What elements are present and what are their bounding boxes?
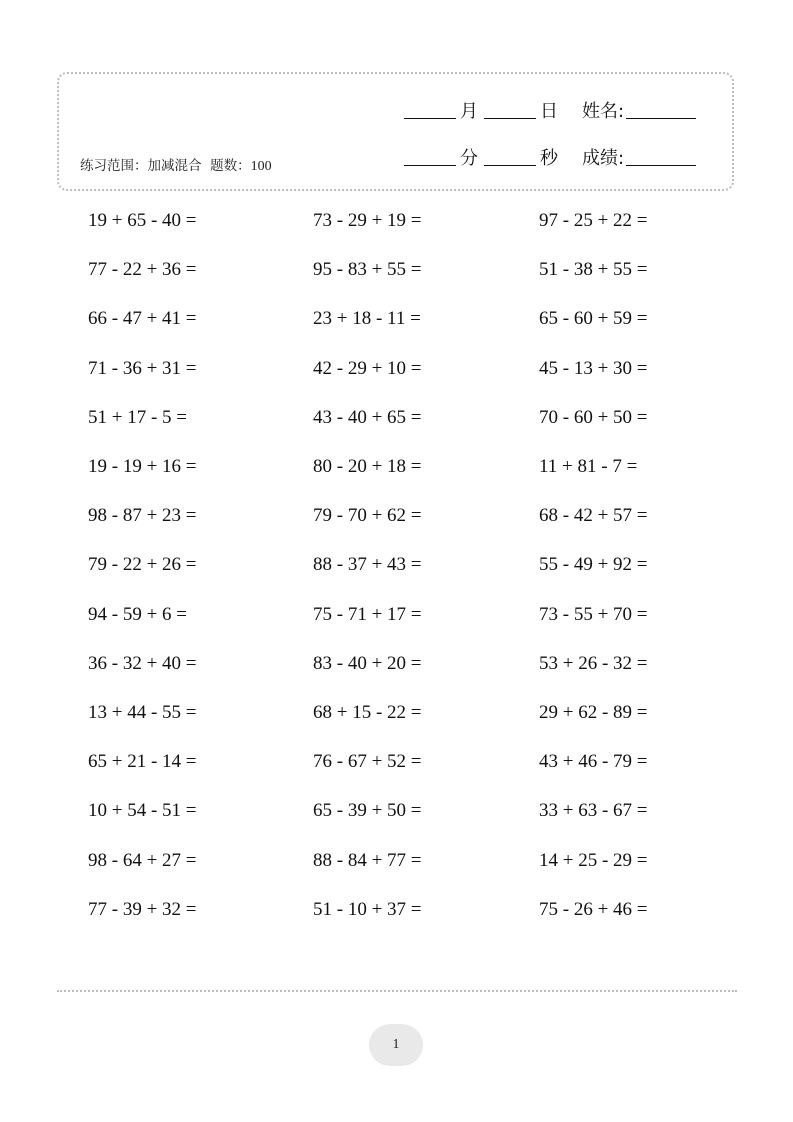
math-problem: 95 - 83 + 55 = [313, 259, 422, 280]
math-problem: 88 - 84 + 77 = [313, 850, 422, 871]
practice-range: 练习范围：加减混合 [80, 158, 202, 174]
math-problem: 11 + 81 - 7 = [539, 456, 638, 477]
math-problem: 77 - 39 + 32 = [88, 899, 197, 920]
day-label: 日 [540, 101, 558, 122]
math-problem: 97 - 25 + 22 = [539, 210, 648, 231]
math-problem: 42 - 29 + 10 = [313, 358, 422, 379]
time-score-row [404, 149, 696, 169]
worksheet-header [57, 72, 734, 191]
math-problem: 75 - 71 + 17 = [313, 604, 422, 625]
date-name-row [404, 102, 696, 122]
math-problem: 88 - 37 + 43 = [313, 554, 422, 575]
math-problem: 65 - 39 + 50 = [313, 800, 422, 821]
math-problem: 10 + 54 - 51 = [88, 800, 197, 821]
minute-blank[interactable] [404, 164, 456, 166]
math-problem: 65 + 21 - 14 = [88, 751, 197, 772]
math-problem: 98 - 64 + 27 = [88, 850, 197, 871]
math-problem: 83 - 40 + 20 = [313, 653, 422, 674]
math-problem: 51 - 10 + 37 = [313, 899, 422, 920]
math-problem: 75 - 26 + 46 = [539, 899, 648, 920]
month-blank[interactable] [404, 117, 456, 119]
math-problem: 29 + 62 - 89 = [539, 702, 648, 723]
math-problem: 51 + 17 - 5 = [88, 407, 188, 428]
day-blank[interactable] [484, 117, 536, 119]
math-problem: 55 - 49 + 92 = [539, 554, 648, 575]
question-count-label: 题数： [210, 158, 251, 174]
math-problem: 71 - 36 + 31 = [88, 358, 197, 379]
month-label: 月 [460, 101, 478, 122]
math-problem: 77 - 22 + 36 = [88, 259, 197, 280]
math-problem: 23 + 18 - 11 = [313, 308, 421, 329]
math-problem: 36 - 32 + 40 = [88, 653, 197, 674]
math-problem: 98 - 87 + 23 = [88, 505, 197, 526]
math-problem: 19 - 19 + 16 = [88, 456, 197, 477]
math-problem: 73 - 55 + 70 = [539, 604, 648, 625]
math-problem: 68 + 15 - 22 = [313, 702, 422, 723]
math-problem: 68 - 42 + 57 = [539, 505, 648, 526]
math-problem: 79 - 22 + 26 = [88, 554, 197, 575]
footer-divider [57, 990, 737, 992]
math-problem: 73 - 29 + 19 = [313, 210, 422, 231]
score-label: 成绩: [582, 148, 625, 169]
math-problem: 43 - 40 + 65 = [313, 407, 422, 428]
math-problem: 45 - 13 + 30 = [539, 358, 648, 379]
math-problem: 33 + 63 - 67 = [539, 800, 648, 821]
name-blank[interactable] [626, 117, 696, 119]
math-problem: 14 + 25 - 29 = [539, 850, 648, 871]
math-problem: 13 + 44 - 55 = [88, 702, 197, 723]
minute-label: 分 [460, 148, 478, 169]
math-problem: 76 - 67 + 52 = [313, 751, 422, 772]
math-problem: 65 - 60 + 59 = [539, 308, 648, 329]
math-problem: 19 + 65 - 40 = [88, 210, 197, 231]
math-problem: 51 - 38 + 55 = [539, 259, 648, 280]
question-count-value: 100 [250, 159, 272, 174]
name-label: 姓名: [582, 101, 625, 122]
score-blank[interactable] [626, 164, 696, 166]
practice-info [80, 154, 272, 175]
math-problem: 43 + 46 - 79 = [539, 751, 648, 772]
math-problem: 70 - 60 + 50 = [539, 407, 648, 428]
second-label: 秒 [540, 148, 558, 169]
page-number: 1 [369, 1024, 423, 1066]
math-problem: 53 + 26 - 32 = [539, 653, 648, 674]
math-problem: 79 - 70 + 62 = [313, 505, 422, 526]
math-problem: 80 - 20 + 18 = [313, 456, 422, 477]
second-blank[interactable] [484, 164, 536, 166]
math-problem: 66 - 47 + 41 = [88, 308, 197, 329]
math-problem: 94 - 59 + 6 = [88, 604, 188, 625]
